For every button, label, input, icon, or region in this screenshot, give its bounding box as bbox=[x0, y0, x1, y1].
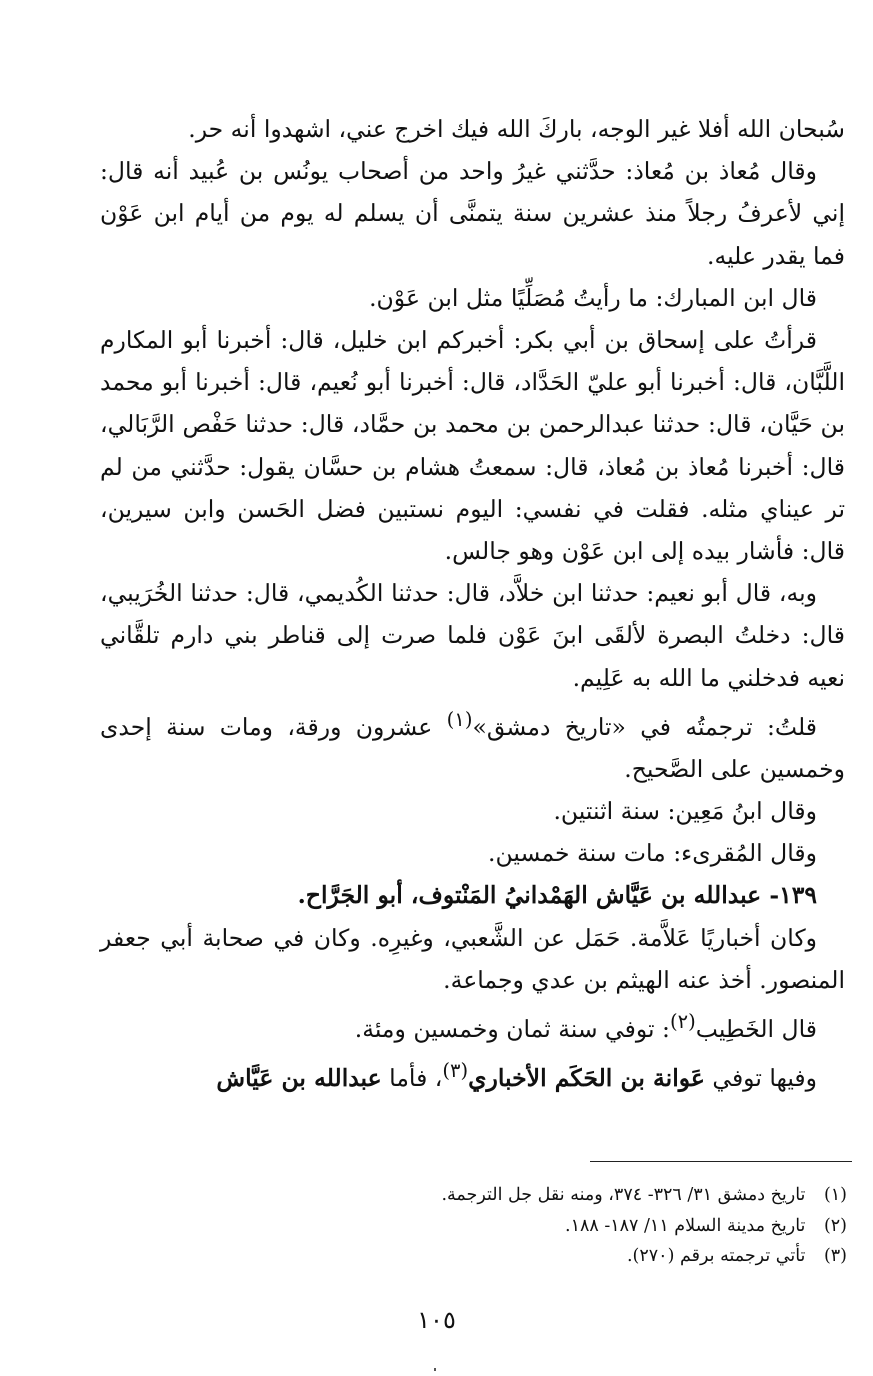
paragraph-text: قلتُ: ترجمتُه في «تاريخ دمشق» bbox=[472, 712, 817, 741]
page-number: ١٠٥ bbox=[417, 1306, 456, 1334]
entry-heading: ١٣٩- عبدالله بن عَيَّاش الهَمْدانيُ المَنْتوف، أبو الجَرَّاح. bbox=[297, 881, 817, 910]
paragraph: وقال المُقرىء: مات سنة خمسين. bbox=[488, 839, 817, 868]
paragraph-text: عشرون ورقة، ومات سنة إحدى وخمسين على الصَّحيح. bbox=[100, 712, 845, 783]
footnote-ref: (٢) bbox=[669, 1010, 696, 1034]
paragraph-text: قال الخَطِيب bbox=[695, 1014, 817, 1043]
paragraph: سُبحان الله أفلا غير الوجه، باركَ الله فيك اخرج عني، اشهدوا أنه حر. bbox=[188, 115, 845, 143]
footnote-ref: (١) bbox=[446, 707, 473, 731]
footnote bbox=[120, 1241, 847, 1272]
paragraph: وقال ابنُ مَعِين: سنة اثنتين. bbox=[553, 797, 817, 826]
paragraph bbox=[100, 699, 845, 790]
bold-name: عَوانة بن الحَكَم الأخباري bbox=[468, 1063, 705, 1092]
footnote-number: (٣) bbox=[823, 1246, 847, 1266]
main-text bbox=[100, 108, 845, 1099]
footnote-text: تاريخ مدينة السلام ١١/ ١٨٧- ١٨٨. bbox=[564, 1215, 806, 1236]
footnote-divider bbox=[590, 1161, 852, 1162]
scan-speck bbox=[434, 1368, 436, 1371]
paragraph bbox=[100, 1001, 845, 1050]
footnote-ref: (٣) bbox=[442, 1059, 469, 1083]
bold-name: عبدالله بن عَيَّاش bbox=[216, 1063, 382, 1092]
paragraph-text: ، فأما bbox=[381, 1063, 443, 1092]
footnote bbox=[120, 1180, 847, 1211]
paragraph: قرأتُ على إسحاق بن أبي بكر: أخبركم ابن خليل، قال: أخبرنا أبو المكارم اللَّبَّان، قال: أخبرنا أبو عليّ الحَدَّاد، قال: أخبرنا أبو نُعيم، قال: أخبرنا أبو محمد بن حَيَّان، قال: حدثنا عبدالرحمن بن محمد بن حمَّاد، قال: حدثنا حَفْص الرَّبَالي، قال: أخبرنا مُعاذ بن مُعاذ، قال: سمعتُ هشام بن حسَّان يقول: حدَّثني من لم تر عيناي مثله. فقلت في نفسي: اليوم نستبين فضل الحَسن وابن سيرين، قال: فأشار بيده إلى ابن عَوْن وهو جالس. bbox=[100, 326, 845, 566]
paragraph: قال ابن المبارك: ما رأيتُ مُصَلِّيًا مثل ابن عَوْن. bbox=[369, 283, 817, 312]
paragraph: وكان أخباريًا عَلاَّمة. حَمَل عن الشَّعبي، وغيرِه. وكان في صحابة أبي جعفر المنصور. أخذ عنه الهيثم بن عدي وجماعة. bbox=[100, 923, 845, 994]
paragraph-text: : توفي سنة ثمان وخمسين ومئة. bbox=[354, 1014, 670, 1043]
footnote-text: تاريخ دمشق ٣١/ ٣٢٦- ٣٧٤، ومنه نقل جل الترجمة. bbox=[441, 1185, 806, 1205]
footnote bbox=[120, 1211, 847, 1242]
footnote-number: (١) bbox=[823, 1185, 847, 1205]
footnotes bbox=[120, 1180, 847, 1272]
paragraph bbox=[100, 1050, 845, 1099]
paragraph: وقال مُعاذ بن مُعاذ: حدَّثني غيرُ واحد من أصحاب يونُس بن عُبيد أنه قال: إني لأعرفُ رجلاً منذ عشرين سنة يتمنَّى أن يسلم له يوم من أيام ابن عَوْن فما يقدر عليه. bbox=[100, 157, 845, 270]
footnote-number: (٢) bbox=[823, 1215, 847, 1236]
paragraph-text: وفيها توفي bbox=[704, 1063, 817, 1092]
footnote-text: تأتي ترجمته برقم (٢٧٠). bbox=[626, 1246, 806, 1266]
paragraph: وبه، قال أبو نعيم: حدثنا ابن خلاَّد، قال: حدثنا الكُديمي، قال: حدثنا الخُرَيبي، قال: دخلتُ البصرة لألقَى ابنَ عَوْن فلما صرت إلى قناطر بني دارم تلقَّاني نعيه فدخلني ما الله به عَلِيم. bbox=[100, 579, 845, 692]
